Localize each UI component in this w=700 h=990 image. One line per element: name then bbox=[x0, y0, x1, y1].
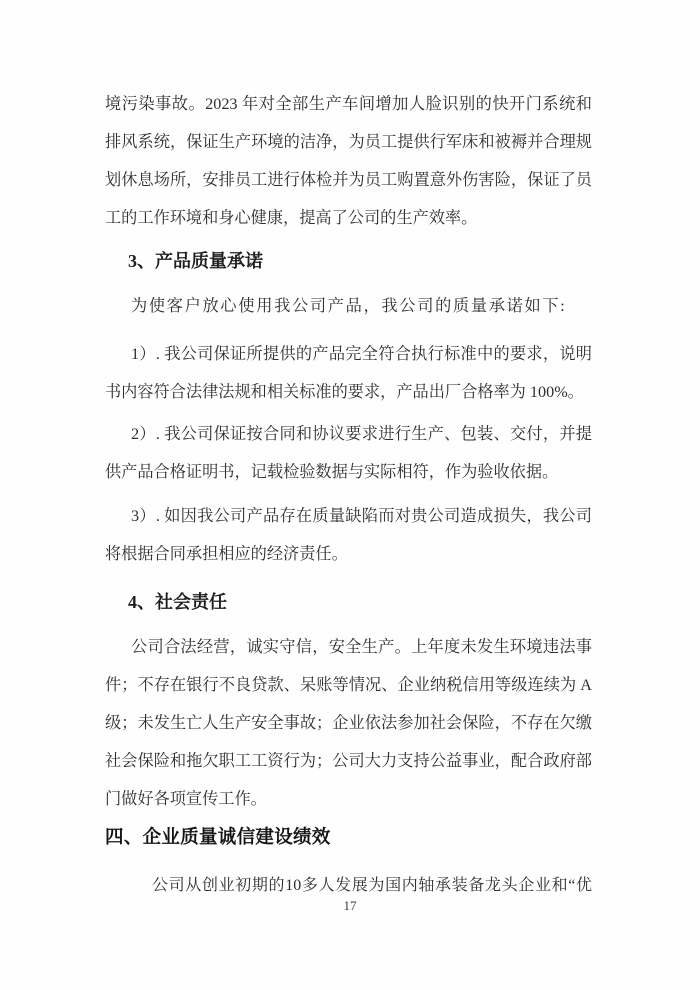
section-heading-product-quality-commitment: 3、产品质量承诺 bbox=[128, 251, 263, 271]
paragraph-commitment-item-1 bbox=[105, 335, 592, 411]
text-line: 2）. 我公司保证按合同和协议要求进行生产、包装、交付，并提 bbox=[131, 425, 592, 443]
page-content bbox=[105, 85, 592, 905]
paragraph-commitment-item-2 bbox=[105, 415, 592, 491]
text-line: 境污染事故。2023 年对全部生产车间增加人脸识别的快开门系统和 bbox=[105, 95, 592, 113]
text-line: 供产品合格证明书，记载检验数据与实际相符，作为验收依据。 bbox=[105, 463, 559, 481]
text-line: 书内容符合法律法规和相关标准的要求，产品出厂合格率为 100%。 bbox=[105, 383, 584, 401]
text-line: 级；未发生亡人生产安全事故；企业依法参加社会保险，不存在欠缴 bbox=[105, 714, 592, 732]
text-line: 公司合法经营，诚实守信，安全生产。上年度未发生环境违法事 bbox=[131, 638, 592, 656]
paragraph-commitment-item-3 bbox=[105, 497, 592, 573]
text-line: 将根据合同承担相应的经济责任。 bbox=[105, 545, 348, 563]
text-line: 3）. 如因我公司产品存在质量缺陷而对贵公司造成损失，我公司 bbox=[131, 507, 592, 525]
text-line: 为使客户放心使用我公司产品，我公司的质量承诺如下: bbox=[131, 297, 567, 315]
page-number: 17 bbox=[343, 898, 357, 913]
section-heading-social-responsibility: 4、社会责任 bbox=[128, 592, 227, 612]
text-line: 件；不存在银行不良贷款、呆账等情况、企业纳税信用等级连续为 A bbox=[105, 676, 592, 694]
paragraph-social-responsibility bbox=[105, 628, 592, 818]
text-line: 门做好各项宣传工作。 bbox=[105, 790, 267, 808]
text-line: 1）. 我公司保证所提供的产品完全符合执行标准中的要求，说明 bbox=[131, 345, 592, 363]
text-line: 社会保险和拖欠职工工资行为；公司大力支持公益事业，配合政府部 bbox=[105, 752, 592, 770]
chapter-heading-quality-integrity-performance: 四、企业质量诚信建设绩效 bbox=[105, 826, 331, 847]
text-line: 划休息场所，安排员工进行体检并为员工购置意外伤害险，保证了员 bbox=[105, 171, 592, 189]
paragraph-commitment-intro bbox=[105, 287, 592, 325]
text-line: 工的工作环境和身心健康，提高了公司的生产效率。 bbox=[105, 209, 478, 227]
text-line: 公司从创业初期的10多人发展为国内轴承装备龙头企业和“优 bbox=[152, 877, 592, 894]
paragraph-workplace-safety bbox=[105, 85, 592, 237]
text-line: 排风系统，保证生产环境的洁净，为员工提供行军床和被褥并合理规 bbox=[105, 133, 592, 151]
